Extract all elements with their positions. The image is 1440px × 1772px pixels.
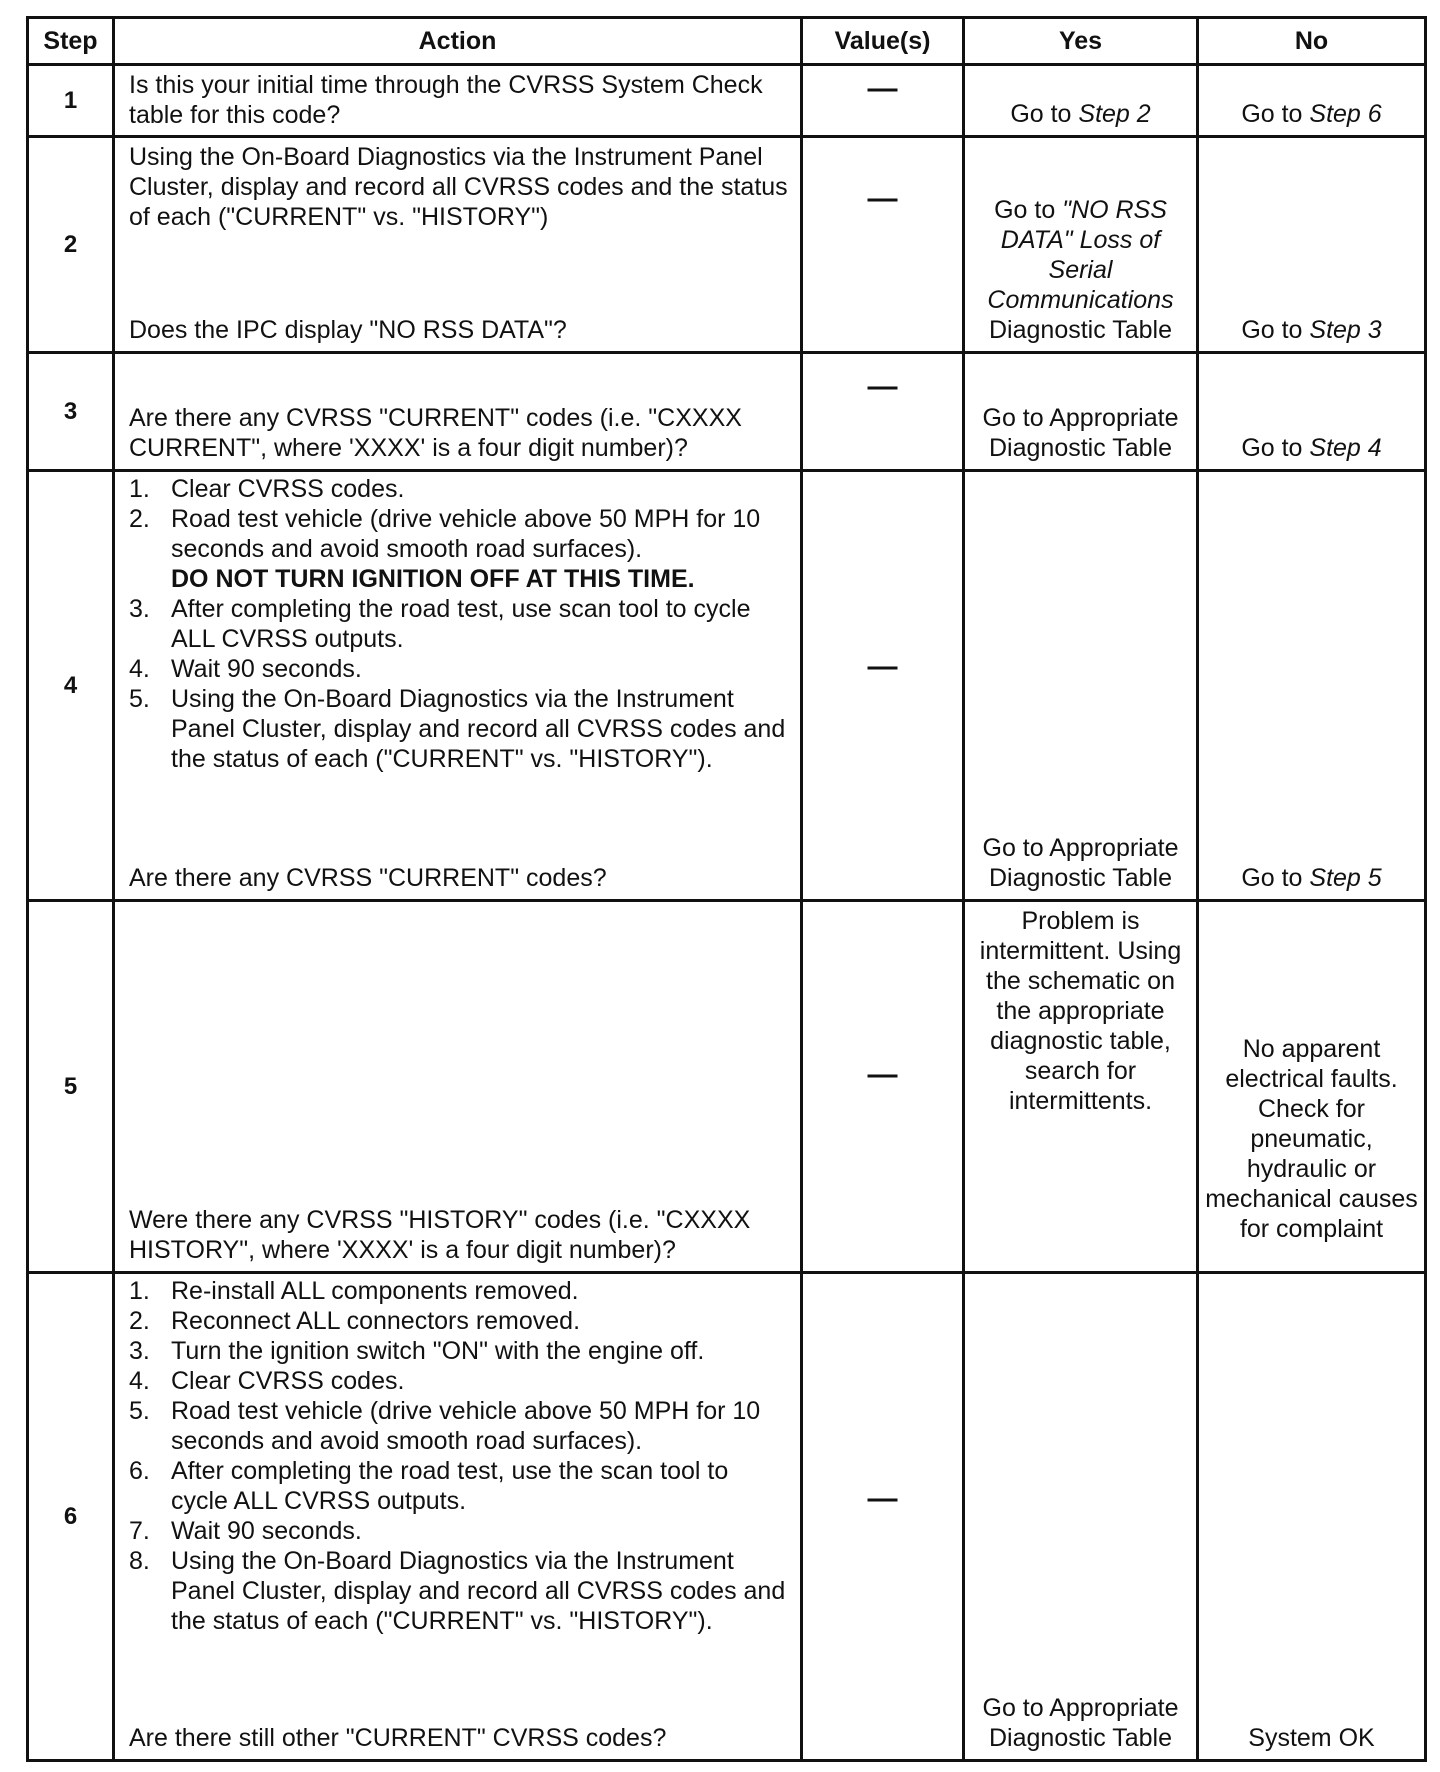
item-number: 4. (129, 655, 150, 683)
no-text (1203, 99, 1420, 129)
list-item (129, 1276, 790, 1306)
item-number: 1. (129, 1277, 150, 1305)
action-question: Does the IPC display "NO RSS DATA"? (129, 316, 567, 344)
yes-text (969, 99, 1192, 129)
no-step-link: Step 5 (1309, 864, 1382, 892)
header-no: No (1198, 18, 1426, 65)
yes-cell (964, 901, 1198, 1273)
values-cell (802, 471, 964, 901)
values-cell (802, 901, 964, 1273)
action-cell (114, 471, 802, 901)
action-cell (114, 353, 802, 471)
item-number: 2. (129, 505, 150, 533)
values-cell (802, 1273, 964, 1761)
action-cell (114, 65, 802, 137)
list-item (129, 1336, 790, 1366)
item-number: 5. (129, 1397, 150, 1425)
action-text: Using the On-Board Diagnostics via the Instrument Panel Cluster, display and record all CVRSS codes and the status of each ("CURRENT" vs. "HISTORY") (129, 143, 788, 231)
no-prefix: Go to (1241, 434, 1310, 462)
item-number: 3. (129, 595, 150, 623)
list-item (129, 1366, 790, 1396)
yes-prefix: Go to (994, 196, 1063, 224)
no-text (1203, 433, 1420, 463)
dash-mark: — (867, 650, 898, 683)
item-text: After completing the road test, use scan tool to cycle ALL CVRSS outputs. (171, 595, 751, 653)
action-question: Are there any CVRSS "CURRENT" codes? (129, 864, 607, 892)
action-question: Were there any CVRSS "HISTORY" codes (i.e. "CXXXX HISTORY", where 'XXXX' is a four digit number)? (129, 1206, 751, 1264)
no-step-link: Step 6 (1309, 100, 1382, 128)
list-item (129, 654, 790, 684)
no-prefix: Go to (1241, 864, 1310, 892)
no-prefix: Go to (1241, 100, 1310, 128)
header-row (28, 18, 1426, 65)
list-item (129, 1546, 790, 1636)
table-row-step-5 (28, 901, 1426, 1273)
item-text: Clear CVRSS codes. (171, 1367, 405, 1395)
item-text: Wait 90 seconds. (171, 655, 362, 683)
yes-text: Go to Appropriate Diagnostic Table (982, 834, 1179, 892)
item-text: Reconnect ALL connectors removed. (171, 1307, 581, 1335)
no-text (1203, 863, 1420, 893)
item-text: Clear CVRSS codes. (171, 475, 405, 503)
dash-mark: — (867, 1482, 898, 1515)
diagnostic-table-document (26, 16, 1424, 1756)
dash-mark: — (867, 182, 898, 215)
no-step-link: Step 3 (1309, 316, 1382, 344)
action-text: Is this your initial time through the CVRSS System Check table for this code? (129, 71, 763, 129)
yes-cell (964, 65, 1198, 137)
item-number: 3. (129, 1337, 150, 1365)
item-text: Using the On-Board Diagnostics via the Instrument Panel Cluster, display and record all CVRSS codes and the status of each ("CURRENT" vs. "HISTORY"). (171, 1547, 786, 1635)
action-cell (114, 901, 802, 1273)
action-cell (114, 137, 802, 353)
action-steps-list (129, 474, 790, 774)
yes-text: Problem is intermittent. Using the schematic on the appropriate diagnostic table, search for intermittents. (979, 907, 1182, 1115)
item-text: Road test vehicle (drive vehicle above 50 MPH for 10 seconds and avoid smooth road surfaces). (171, 1397, 761, 1455)
item-text: Road test vehicle (drive vehicle above 50 MPH for 10 seconds and avoid smooth road surfaces). (171, 505, 761, 563)
step-number: 4 (28, 471, 114, 901)
list-item (129, 504, 790, 594)
values-cell (802, 65, 964, 137)
item-number: 4. (129, 1367, 150, 1395)
item-number: 6. (129, 1457, 150, 1485)
list-item (129, 474, 790, 504)
header-yes: Yes (964, 18, 1198, 65)
yes-suffix: Diagnostic Table (989, 316, 1172, 344)
yes-text: Go to Appropriate Diagnostic Table (982, 1694, 1179, 1752)
list-item (129, 684, 790, 774)
table-row-step-3 (28, 353, 1426, 471)
action-question: Are there any CVRSS "CURRENT" codes (i.e. "CXXXX CURRENT", where 'XXXX' is a four digit number)? (129, 404, 742, 462)
yes-text (969, 195, 1192, 345)
no-cell (1198, 471, 1426, 901)
item-warning: DO NOT TURN IGNITION OFF AT THIS TIME. (171, 565, 695, 593)
action-question: Are there still other "CURRENT" CVRSS codes? (129, 1724, 667, 1752)
yes-cell (964, 471, 1198, 901)
yes-prefix: Go to (1010, 100, 1079, 128)
no-cell (1198, 1273, 1426, 1761)
item-number: 5. (129, 685, 150, 713)
no-text: System OK (1248, 1724, 1375, 1752)
values-cell (802, 353, 964, 471)
header-step: Step (28, 18, 114, 65)
values-cell (802, 137, 964, 353)
yes-cell (964, 1273, 1198, 1761)
step-number: 3 (28, 353, 114, 471)
item-number: 1. (129, 475, 150, 503)
item-text: After completing the road test, use the scan tool to cycle ALL CVRSS outputs. (171, 1457, 729, 1515)
no-cell (1198, 901, 1426, 1273)
no-cell (1198, 353, 1426, 471)
yes-step-link: Step 2 (1078, 100, 1151, 128)
dash-mark: — (867, 1058, 898, 1091)
list-item (129, 1456, 790, 1516)
header-action: Action (114, 18, 802, 65)
item-number: 7. (129, 1517, 150, 1545)
step-number: 1 (28, 65, 114, 137)
no-step-link: Step 4 (1309, 434, 1382, 462)
item-text: Turn the ignition switch "ON" with the engine off. (171, 1337, 705, 1365)
no-text (1203, 315, 1420, 345)
item-number: 8. (129, 1547, 150, 1575)
yes-text: Go to Appropriate Diagnostic Table (982, 404, 1179, 462)
step-number: 6 (28, 1273, 114, 1761)
no-prefix: Go to (1241, 316, 1310, 344)
action-steps-list (129, 1276, 790, 1636)
list-item (129, 1516, 790, 1546)
no-text: No apparent electrical faults. Check for pneumatic, hydraulic or mechanical causes for complaint (1205, 1035, 1418, 1243)
item-text: Re-install ALL components removed. (171, 1277, 579, 1305)
list-item (129, 1306, 790, 1336)
list-item (129, 594, 790, 654)
dash-mark: — (867, 72, 898, 105)
table-row-step-2 (28, 137, 1426, 353)
yes-cell (964, 353, 1198, 471)
dash-mark: — (867, 370, 898, 403)
step-number: 2 (28, 137, 114, 353)
no-cell (1198, 137, 1426, 353)
yes-link: "NO RSS DATA" Loss of Serial Communications (987, 196, 1174, 314)
table-row-step-4 (28, 471, 1426, 901)
item-text: Wait 90 seconds. (171, 1517, 362, 1545)
action-cell (114, 1273, 802, 1761)
item-text: Using the On-Board Diagnostics via the Instrument Panel Cluster, display and record all CVRSS codes and the status of each ("CURRENT" vs. "HISTORY"). (171, 685, 786, 773)
yes-cell (964, 137, 1198, 353)
step-number: 5 (28, 901, 114, 1273)
header-values: Value(s) (802, 18, 964, 65)
table-row-step-6 (28, 1273, 1426, 1761)
item-number: 2. (129, 1307, 150, 1335)
list-item (129, 1396, 790, 1456)
diagnostic-table (26, 16, 1427, 1762)
table-row-step-1 (28, 65, 1426, 137)
no-cell (1198, 65, 1426, 137)
